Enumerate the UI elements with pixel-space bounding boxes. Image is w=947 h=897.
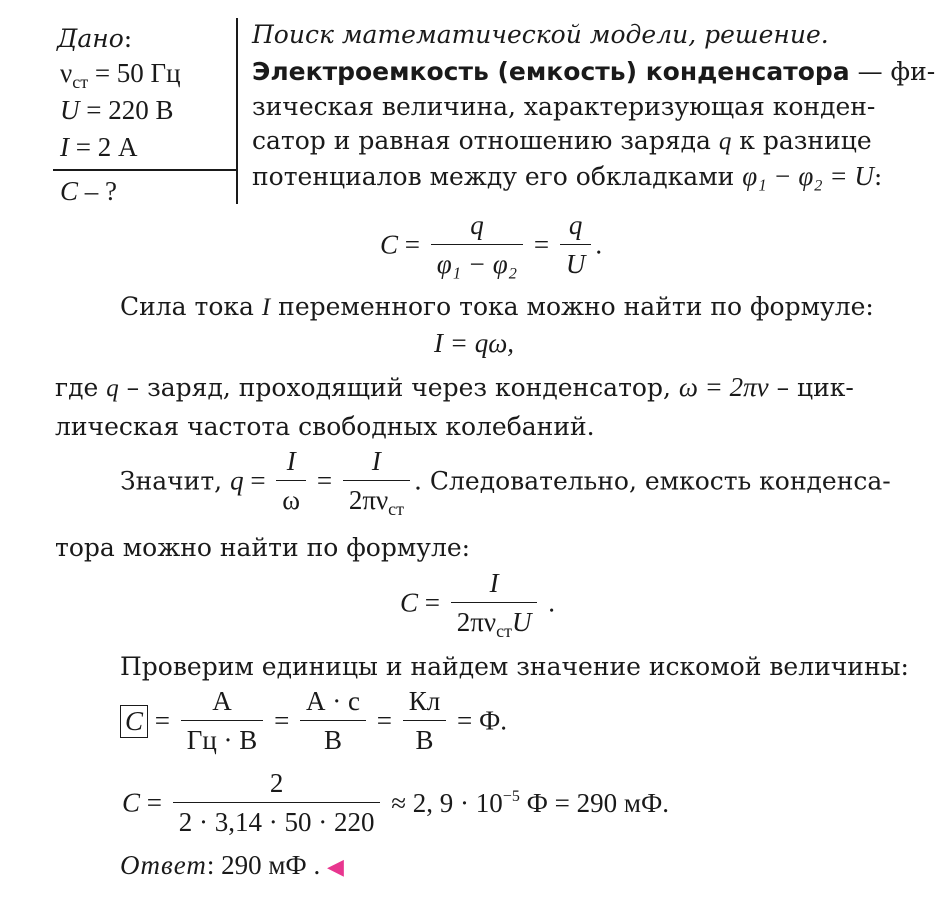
calc-eq: = [140, 787, 169, 818]
potential-difference-formula: φ₁ − φ₂ = U [742, 161, 874, 191]
f3-end: . [541, 587, 555, 618]
u-fraction-2 [300, 688, 366, 754]
definition-line-3 [252, 128, 872, 154]
hence-den-2-main: 2πν [348, 485, 389, 515]
hence-num-1: I [286, 446, 296, 476]
hence-tail: . Следовательно, емкость конденса- [414, 466, 891, 496]
calc-exponent: −5 [502, 787, 520, 805]
check-units-line: Проверим единицы и найдем значение искомой величины: [120, 652, 909, 681]
units-formula [120, 688, 507, 754]
u-eq: = [148, 705, 177, 736]
line3-start: сатор и равная отношению заряда [252, 126, 719, 155]
given-separator [236, 18, 238, 204]
given-frequency [60, 58, 181, 92]
hence-q: q [230, 465, 244, 496]
f1-denominator: φ₁ − φ₂ [431, 244, 523, 278]
calc-numerator: 2 [269, 768, 284, 798]
given-header [57, 26, 132, 51]
definition-term: Электроемкость (емкость) конденсатора [252, 57, 850, 86]
nu-symbol: ν [60, 58, 73, 88]
where-line-1 [55, 374, 854, 401]
hence-eq2: = [310, 465, 339, 496]
solution-heading: Поиск математической модели, решение. [252, 20, 829, 49]
u-num-3: Кл [408, 686, 441, 716]
u-den-1: Гц · В [181, 720, 264, 754]
u-value: = 220 В [79, 95, 174, 125]
find-text: – ? [78, 176, 117, 206]
f1-eq2: = [527, 229, 556, 260]
hence-line [120, 446, 891, 519]
given-current [60, 134, 137, 161]
line3-end: к разнице [731, 126, 872, 155]
f1-end: . [595, 229, 603, 260]
calc-denominator: 2 · 3,14 · 50 · 220 [173, 802, 381, 836]
hence-eq: = [243, 465, 273, 496]
definition-line-4 [252, 163, 882, 190]
calc-tail: Ф = 290 мФ. [519, 787, 670, 818]
given-find [60, 178, 117, 205]
calc-c: C [122, 787, 141, 818]
where-text-a: где [55, 373, 107, 402]
nu-subscript: ст [72, 72, 89, 92]
nu-value: = 50 Гц [88, 58, 181, 88]
omega-formula: ω = 2πν [678, 372, 769, 402]
calc-result [384, 788, 669, 818]
i-symbol: I [60, 132, 69, 162]
hence-den-2 [343, 480, 410, 519]
f3-den-main: 2πν [456, 607, 497, 637]
f3-eq: = [418, 587, 447, 618]
definition-line-1 [252, 59, 935, 84]
hence-den-1: ω [276, 480, 306, 514]
f3-denominator [451, 602, 538, 641]
calc-fraction [173, 770, 381, 836]
current-sentence [120, 294, 874, 320]
f1-numerator: q [470, 210, 484, 240]
answer-label: Ответ [120, 850, 207, 880]
find-symbol: C [60, 176, 79, 206]
current-text-b: переменного тока можно найти по формуле: [270, 292, 874, 321]
given-divider [53, 169, 237, 171]
where-text-b: – заряд, проходящий через конденсатор, [118, 373, 679, 402]
where-text-c: – цик- [768, 373, 854, 402]
f3-den-u: U [511, 607, 532, 637]
end-marker-icon: ◀ [327, 855, 344, 880]
calculation-formula [122, 770, 669, 836]
f1-c: C [380, 229, 399, 260]
current-text-a: Сила тока [120, 292, 262, 321]
f1-fraction-2 [560, 212, 592, 278]
hence-fraction-2 [343, 446, 410, 519]
line4-colon: : [873, 162, 883, 191]
f3-numerator: I [489, 568, 499, 598]
answer-value: : 290 мФ . [206, 850, 328, 880]
where-q: q [106, 375, 119, 402]
hence-text: Значит, [120, 466, 231, 496]
where-line-2: лическая частота свободных колебаний. [55, 412, 595, 441]
current-formula: I = qω, [434, 328, 515, 358]
u-eq2: = [267, 705, 297, 736]
given-voltage [60, 97, 174, 124]
definition-line-2: зическая величина, характеризующая конден- [252, 92, 876, 121]
u-end: = Ф. [450, 705, 508, 736]
i-value: = 2 А [69, 132, 138, 162]
line4-text: потенциалов между его обкладками [252, 162, 743, 191]
f3-fraction [451, 568, 538, 641]
hence-den-2-sub: ст [388, 499, 405, 519]
capacitance-formula [400, 568, 555, 641]
u-num-1: А [212, 686, 232, 716]
definition-rest: — фи- [849, 57, 936, 86]
unit-bracket-c: C [120, 705, 148, 738]
f1-numerator-2: q [568, 210, 583, 240]
f1-fraction-1 [431, 212, 523, 278]
capacitance-definition-formula [380, 212, 602, 278]
calc-res: ≈ 2, 9 · 10 [384, 787, 503, 818]
u-num-2: А · с [306, 686, 361, 716]
hence-fraction-1 [276, 448, 306, 514]
answer-line [120, 852, 344, 879]
f1-eq: = [398, 229, 427, 260]
given-colon: : [123, 24, 133, 53]
hence-num-2: I [371, 446, 381, 476]
current-symbol: I [261, 294, 271, 321]
hence-line-2: тора можно найти по формуле: [55, 533, 471, 562]
u-fraction-3 [403, 688, 446, 754]
f3-den-sub: ст [496, 621, 512, 641]
given-label: Дано [57, 24, 124, 53]
f1-denominator-2: U [560, 244, 592, 278]
u-den-3: В [403, 720, 446, 754]
u-fraction-1 [181, 688, 264, 754]
u-den-2: В [300, 720, 366, 754]
u-eq3: = [370, 705, 399, 736]
u-symbol: U [60, 95, 80, 125]
f3-c: C [400, 587, 419, 618]
charge-symbol: q [718, 128, 732, 155]
